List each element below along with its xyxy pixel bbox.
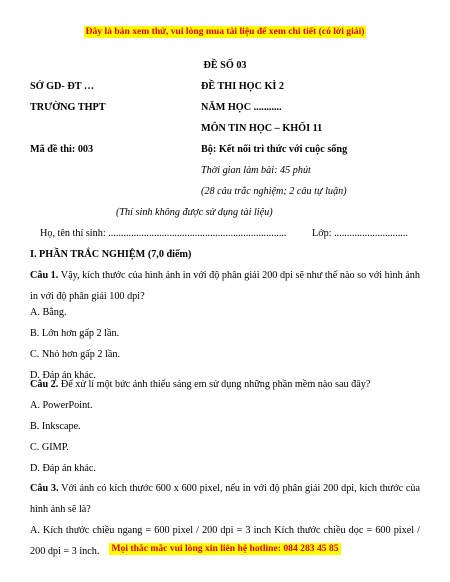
candidate-name-line: Họ, tên thí sinh: ...................................................................... (40, 228, 287, 239)
question-1-option-c: C. Nhỏ hơn gấp 2 lần. (30, 349, 120, 360)
question-2-option-c: C. GIMP. (30, 442, 69, 453)
exam-note: (Thí sinh không được sử dụng tài liệu) (116, 207, 273, 218)
question-3-text: Với ảnh có kích thước 600 x 600 pixel, nếu in với độ phân giải 200 dpi, kích thước của hình ảnh sẽ là? (30, 483, 420, 515)
question-1-option-a: A. Bằng. (30, 307, 67, 318)
school-name: TRƯỜNG THPT (30, 102, 106, 113)
question-2-option-a: A. PowerPoint. (30, 400, 93, 411)
question-2-option-b: B. Inkscape. (30, 421, 81, 432)
preview-banner-text: Đây là bản xem thử, vui lòng mua tài liệu để xem chi tiết (có lời giải) (85, 26, 365, 37)
question-1 (30, 265, 420, 307)
preview-banner (0, 26, 450, 38)
school-year: NĂM HỌC ........... (201, 102, 282, 113)
department: SỞ GD- ĐT … (30, 81, 95, 92)
question-1-text: Vậy, kích thước của hình ảnh in với độ phân giải 200 dpi sẽ như thế nào so với hình ảnh in với độ phân giải 100 dpi? (30, 270, 420, 302)
subject: MÔN TIN HỌC – KHỐI 11 (201, 123, 323, 134)
section-title: I. PHẦN TRẮC NGHIỆM (7,0 điểm) (30, 249, 192, 260)
question-1-option-d: D. Đáp án khác. (30, 370, 96, 381)
exam-number: ĐỀ SỐ 03 (203, 60, 247, 71)
question-3-option-a: A. Kích thước chiều ngang = 600 pixel / 200 dpi = 3 inch Kích thước chiều dọc = 600 pixel / 200 dpi = 3 inch. (30, 525, 420, 557)
exam-code: Mã đề thi: 003 (30, 144, 94, 155)
question-2-label: Câu 2. (30, 379, 59, 390)
hotline-banner-text: Mọi thắc mắc vui lòng xin liên hệ hotline: 084 283 45 85 (111, 543, 339, 554)
question-3-label: Câu 3. (30, 483, 59, 494)
exam-time: Thời gian làm bài: 45 phút (201, 165, 311, 176)
question-2 (30, 374, 420, 395)
candidate-class-line: Lớp: ............................. (312, 228, 408, 239)
question-1-option-b: B. Lớn hơn gấp 2 lần. (30, 328, 120, 339)
question-2-option-d: D. Đáp án khác. (30, 463, 96, 474)
exam-title: ĐỀ THI HỌC KÌ 2 (201, 81, 285, 92)
hotline-banner (0, 543, 450, 555)
question-3 (30, 478, 420, 520)
exam-structure: (28 câu trắc nghiệm; 2 câu tự luận) (201, 186, 347, 197)
question-2-text: Để xử lí một bức ảnh thiếu sáng em sử dụng những phần mềm nào sau đây? (58, 379, 371, 390)
book-series: Bộ: Kết nối tri thức với cuộc sống (201, 144, 348, 155)
question-1-label: Câu 1. (30, 270, 59, 281)
